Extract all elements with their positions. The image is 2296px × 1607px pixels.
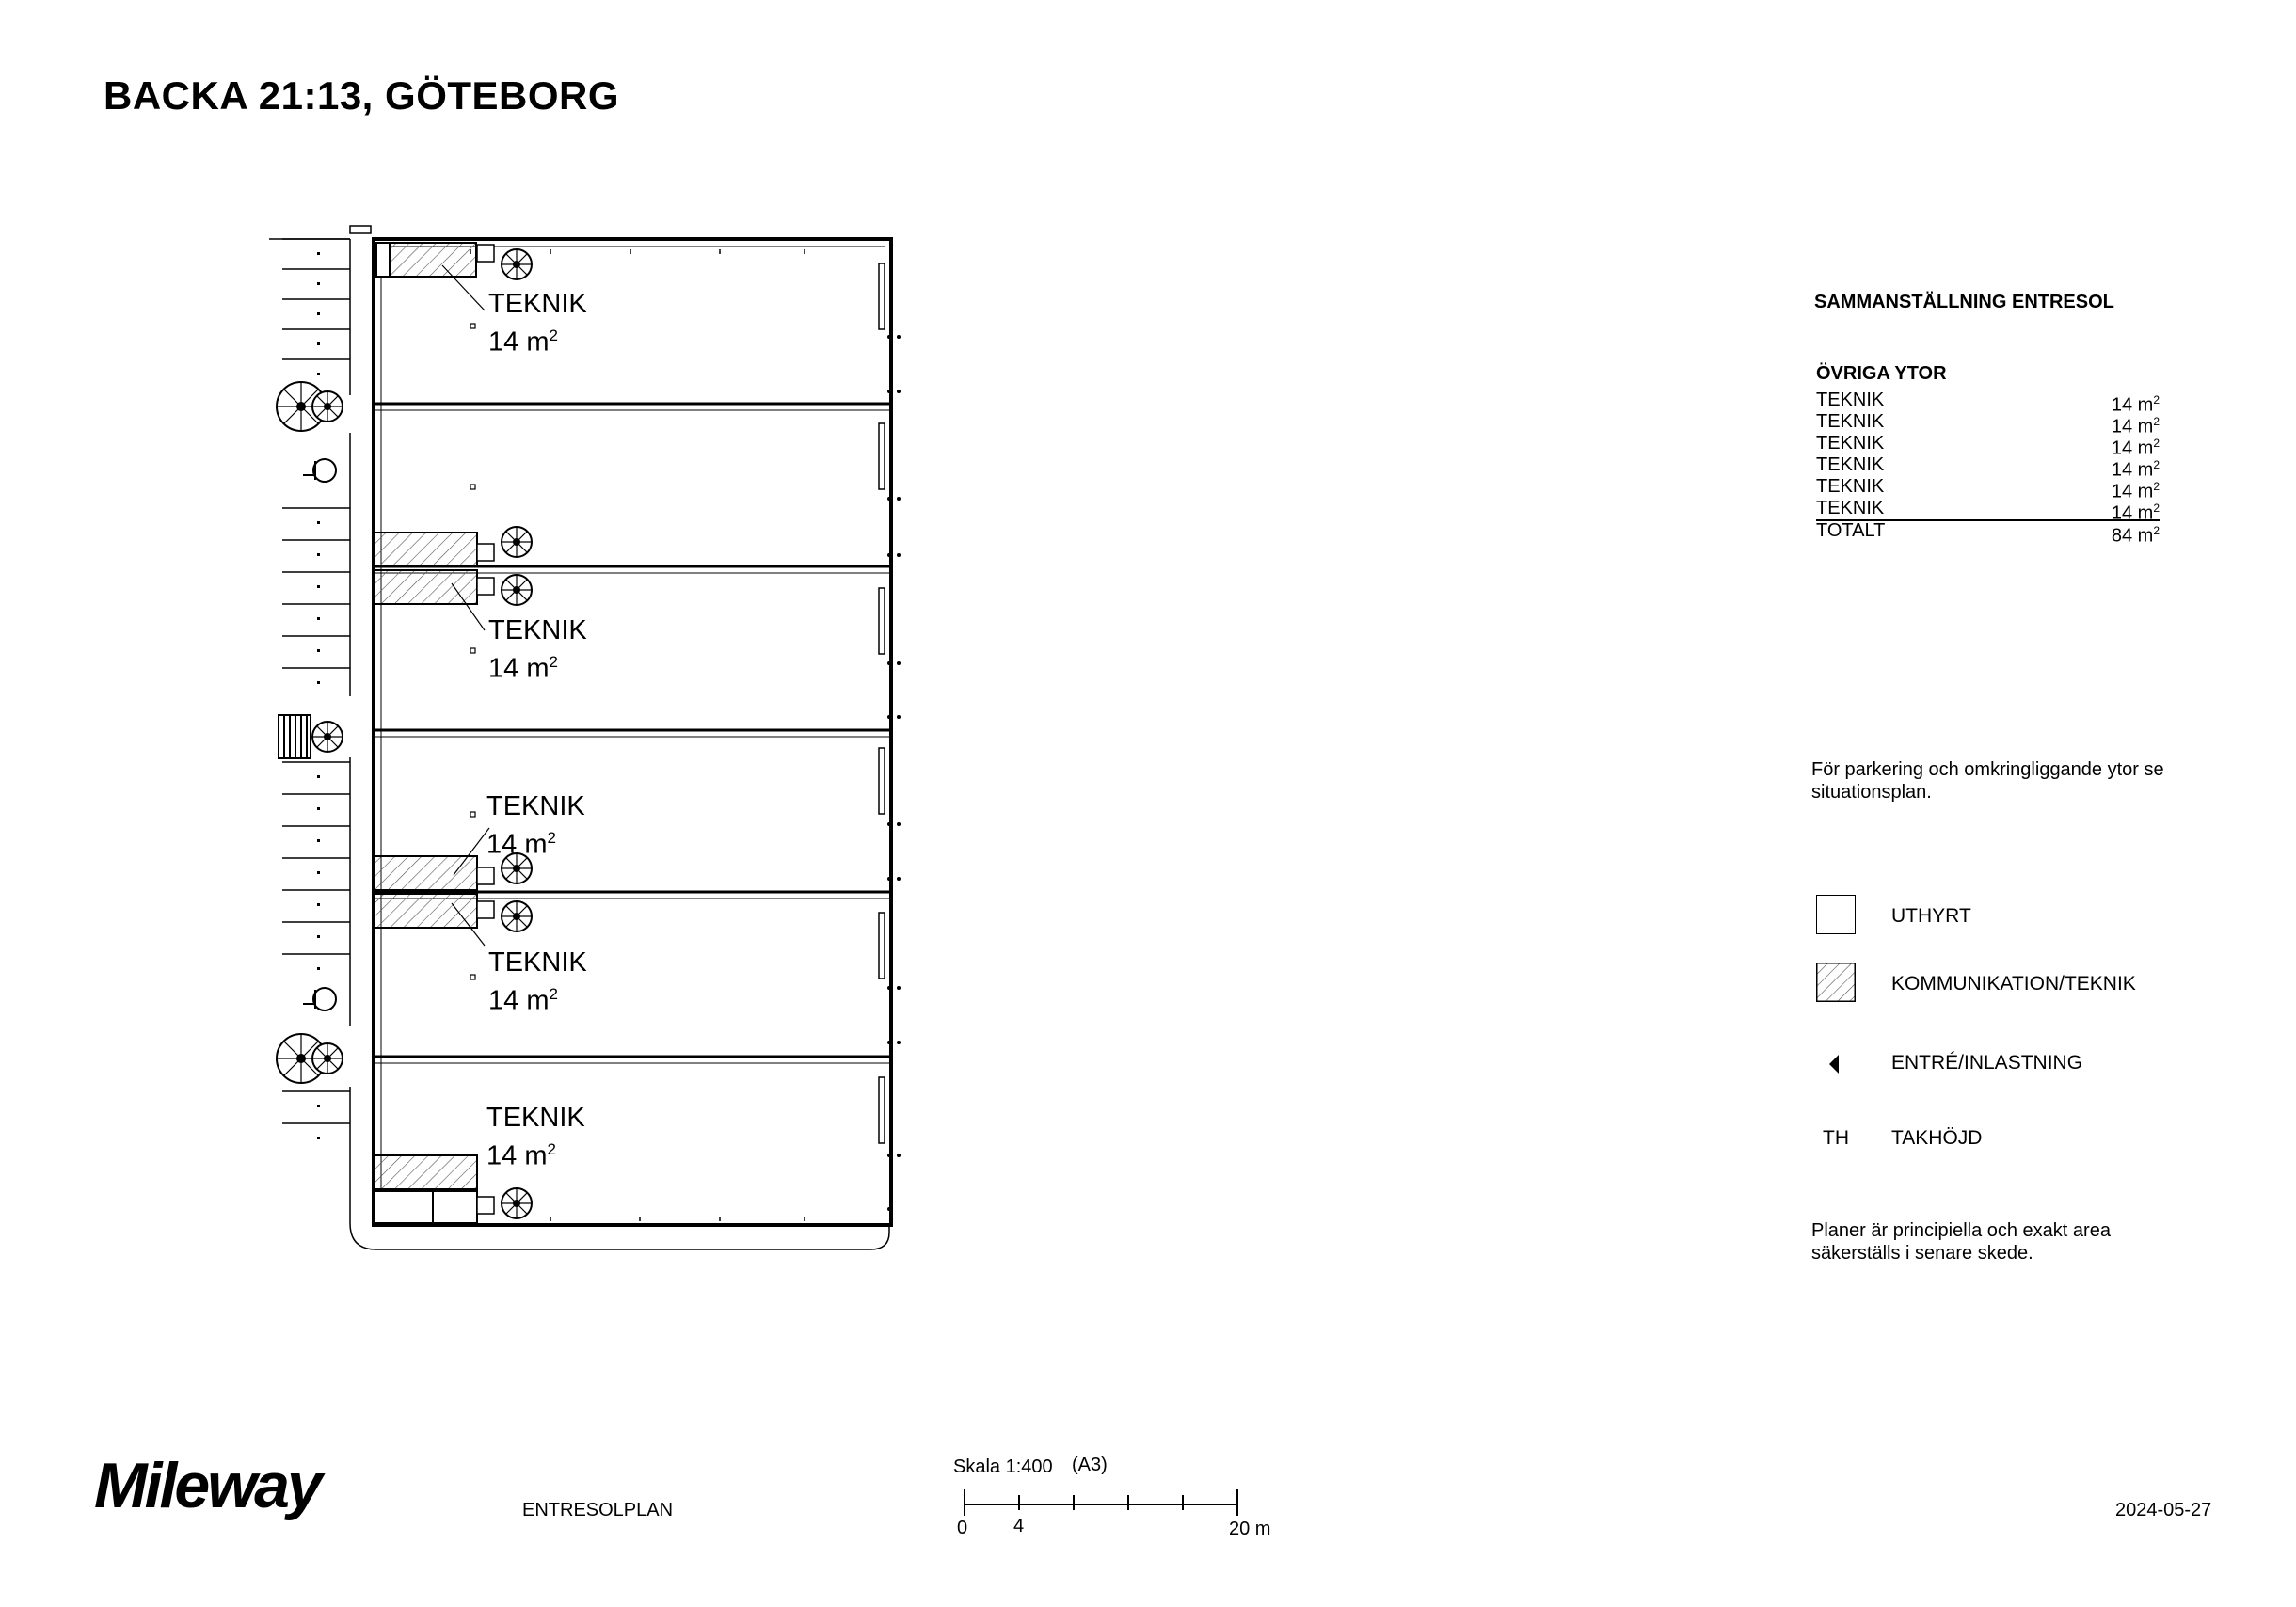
teknik-label-2: TEKNIK 14 $m^2$: [488, 615, 587, 684]
group-heading: ÖVRIGA YTOR: [1816, 363, 1947, 384]
parking-marker: [317, 807, 320, 810]
scale-label: Skala 1:400: [953, 1456, 1053, 1477]
parking-marker: [317, 649, 320, 652]
summary-total: TOTALT 84 $m^2$: [1816, 520, 2160, 547]
parking-marker: [317, 312, 320, 315]
summary-row: TEKNIK 14 $m^2$: [1816, 390, 2160, 416]
parking-marker: [317, 935, 320, 938]
scale-bar: [960, 1482, 1242, 1519]
teknik-label-4: TEKNIK 14 $m^2$: [488, 947, 587, 1016]
technical-rooms: [374, 243, 477, 1223]
parking-marker: [317, 617, 320, 620]
entrance-triangle-icon: [1827, 1054, 1841, 1074]
parking-marker: [317, 871, 320, 874]
parking-marker: [317, 839, 320, 842]
summary-row: TEKNIK 14 $m^2$: [1816, 498, 2160, 524]
summary-row: TEKNIK 14 $m^2$: [1816, 433, 2160, 459]
scale-tick-4: 4: [1013, 1516, 1025, 1536]
legend-kommunikation-label: KOMMUNIKATION/TEKNIK: [1891, 973, 2136, 994]
parking-marker: [317, 521, 320, 524]
teknik-label-3: TEKNIK 14 $m^2$: [486, 791, 585, 860]
mileway-logo: Mileway: [94, 1450, 320, 1521]
parking-marker: [317, 553, 320, 556]
teknik-label-1: TEKNIK 14 $m^2$: [488, 289, 587, 358]
floor-plan: [0, 0, 941, 1317]
legend-hatch-swatch: [1816, 963, 1856, 1002]
legend-th-symbol: TH: [1823, 1127, 1849, 1149]
parking-marker: [317, 342, 320, 345]
parking-marker: [317, 1105, 320, 1107]
summary-row: TEKNIK 14 $m^2$: [1816, 476, 2160, 502]
summary-row: TEKNIK 14 $m^2$: [1816, 454, 2160, 481]
unit-dividers: [374, 404, 891, 1063]
paper-size: (A3): [1072, 1455, 1108, 1475]
scale-tick-20: 20 m: [1229, 1519, 1271, 1539]
parking-marker: [317, 775, 320, 778]
summary-row: TEKNIK 14 $m^2$: [1816, 411, 2160, 438]
parking-marker: [317, 903, 320, 906]
drawing-name: ENTRESOLPLAN: [522, 1500, 674, 1520]
scale-tick-0: 0: [957, 1518, 968, 1538]
parking-strip: [350, 226, 889, 1249]
legend-uthyrt-swatch: [1816, 895, 1856, 934]
page-title: BACKA 21:13, GÖTEBORG: [104, 73, 620, 118]
plans-note: Planer är principiella och exakt area säkerställs i senare skede.: [1811, 1220, 2111, 1264]
summary-heading: SAMMANSTÄLLNING ENTRESOL: [1814, 292, 2114, 312]
parking-marker: [317, 373, 320, 375]
legend-takhojd-label: TAKHÖJD: [1891, 1127, 1983, 1149]
parking-marker: [317, 967, 320, 970]
parking-marker: [317, 681, 320, 684]
parking-note: För parkering och omkringliggande ytor se situationsplan.: [1811, 759, 2164, 803]
legend-entre-label: ENTRÉ/INLASTNING: [1891, 1052, 2083, 1074]
legend-uthyrt-label: UTHYRT: [1891, 905, 1971, 927]
parking-marker: [317, 282, 320, 285]
building-outline: [374, 239, 891, 1225]
parking-marker: [317, 1137, 320, 1139]
parking-marker: [317, 252, 320, 255]
date: 2024-05-27: [2115, 1500, 2212, 1520]
parking-marker: [317, 585, 320, 588]
teknik-label-5: TEKNIK 14 $m^2$: [486, 1103, 585, 1171]
